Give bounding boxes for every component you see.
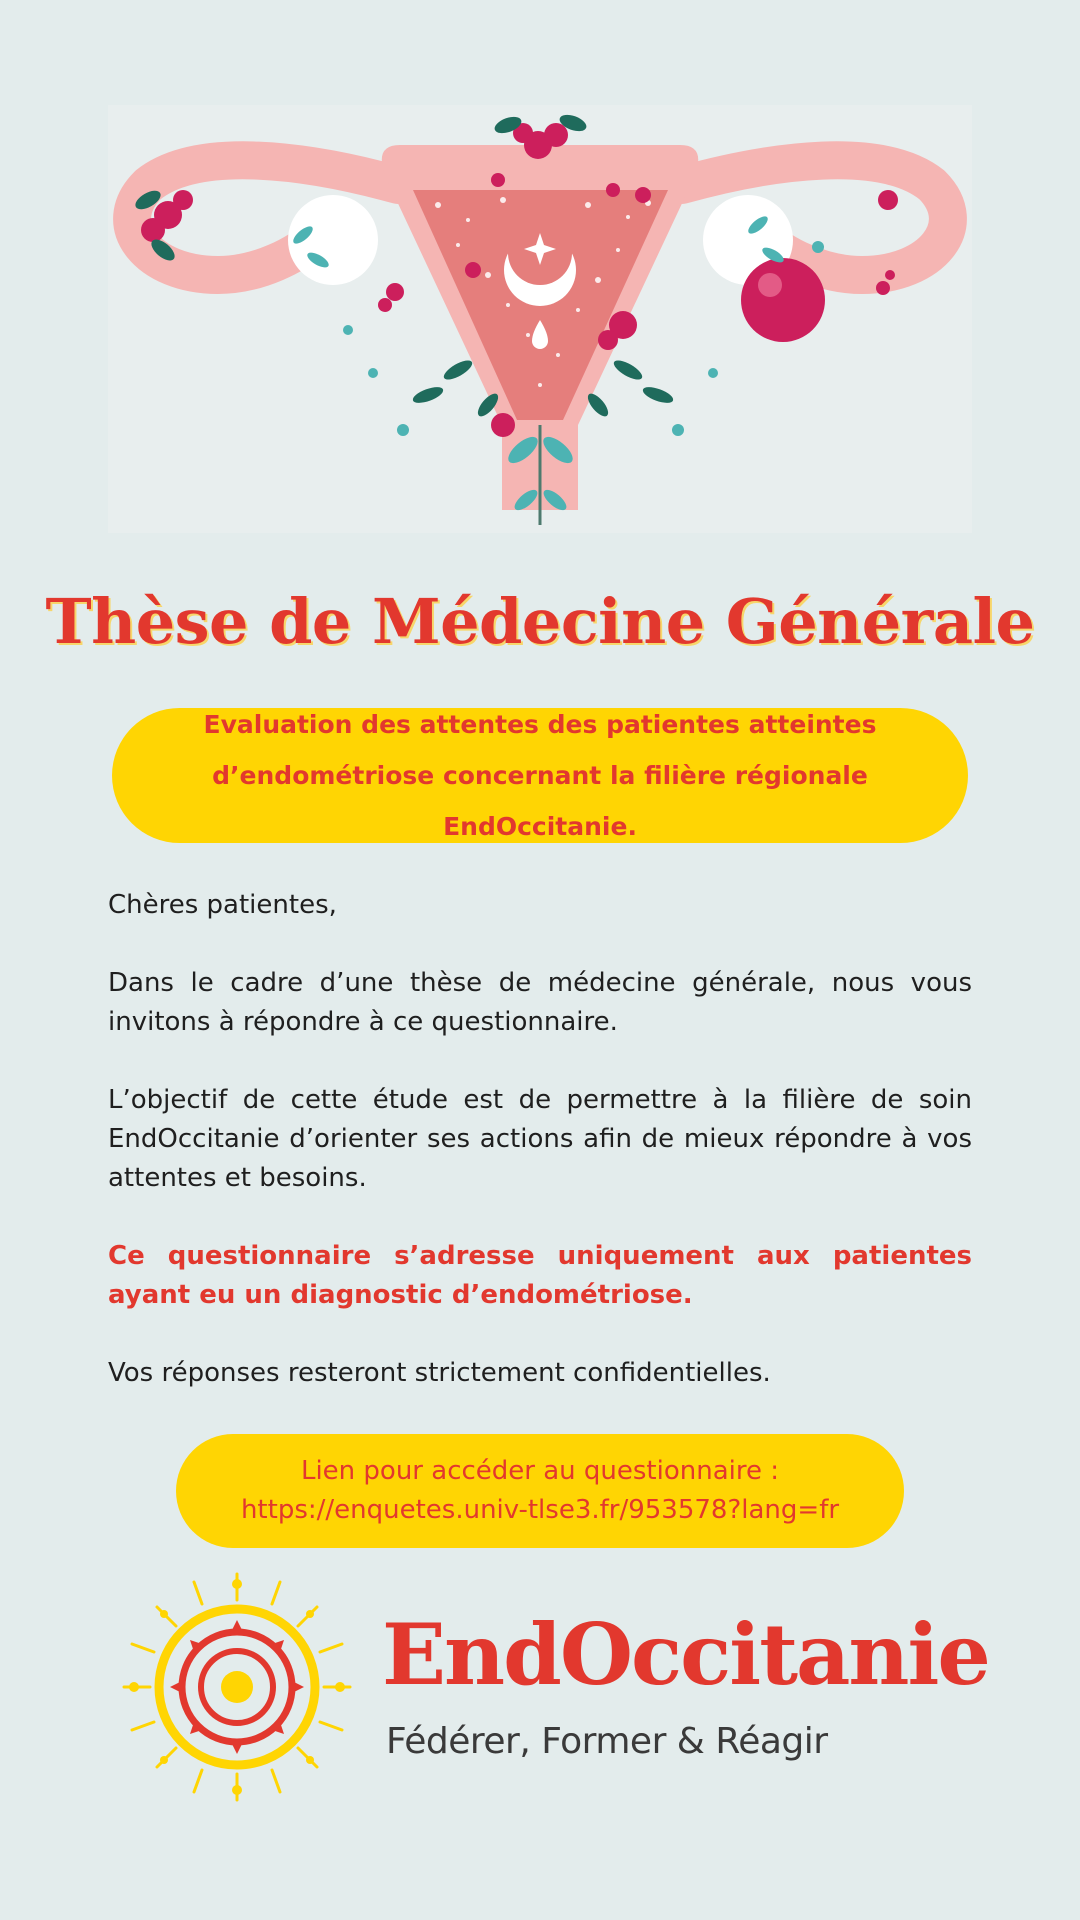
eligibility-notice: Ce questionnaire s’adresse uniquement aux patientes ayant eu un diagnostic d’endométriose. <box>108 1241 972 1310</box>
confidentiality-notice: Vos réponses resteront strictement confidentielles. <box>108 1358 771 1388</box>
study-subtitle-text: Evaluation des attentes des patientes atteintes d’endométriose concernant la filière régionale EndOccitanie. <box>203 710 877 841</box>
sun-logo-icon <box>122 1572 352 1802</box>
intro-paragraph: Dans le cadre d’une thèse de médecine générale, nous vous invitons à répondre à ce questionnaire. <box>108 968 972 1037</box>
brand-name: EndOccitanie <box>382 1605 989 1704</box>
study-subtitle-banner <box>112 708 968 843</box>
questionnaire-link-label: Lien pour accéder au questionnaire : <box>300 1456 780 1486</box>
objective-paragraph: L’objectif de cette étude est de permettre à la filière de soin EndOccitanie d’orienter ses actions afin de mieux répondre à vos attentes et besoins. <box>108 1085 972 1193</box>
questionnaire-link-url[interactable]: https://enquetes.univ-tlse3.fr/953578?lang=fr <box>240 1495 840 1525</box>
uterus-illustration <box>108 105 972 533</box>
letter-body <box>108 886 972 1432</box>
page-title: Thèse de Médecine Générale <box>45 585 1035 658</box>
greeting-text: Chères patientes, <box>108 890 337 920</box>
questionnaire-link-button[interactable] <box>176 1434 904 1548</box>
brand-tagline: Fédérer, Former & Réagir <box>386 1721 828 1762</box>
